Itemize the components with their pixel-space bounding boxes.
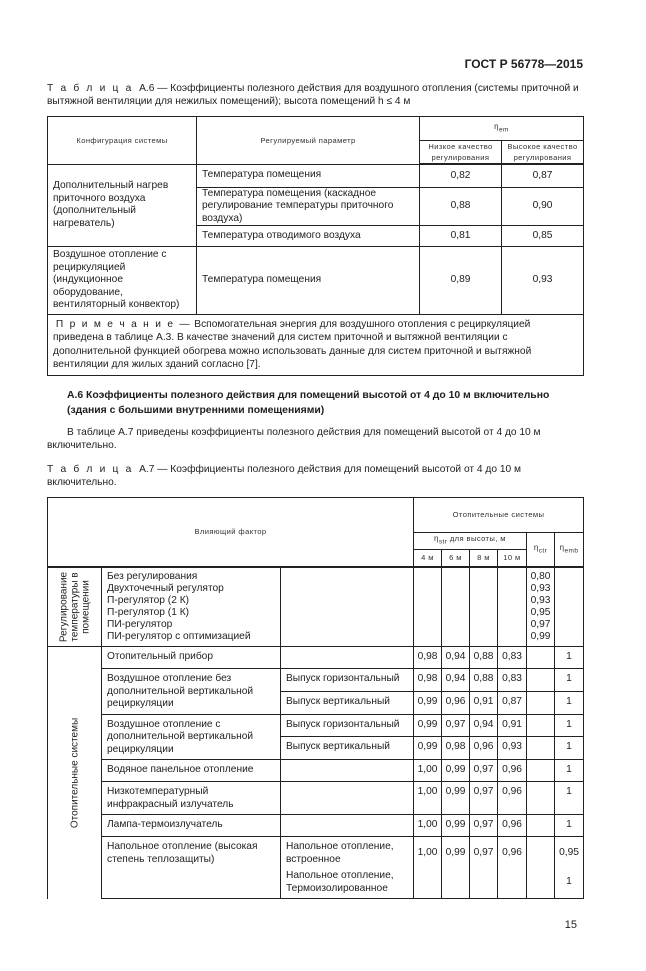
value-10m: 0,96 [498,760,527,782]
value-emb: 1 [555,760,584,782]
system-sub [281,760,414,782]
document-id: ГОСТ Р 56778—2015 [464,57,583,71]
value-emb: 1 [555,691,584,714]
value-6m: 0,99 [442,782,470,815]
table-row [48,669,584,692]
system-name: Воздушное отопление без дополнительной вертикальной рециркуляции [102,669,281,715]
floor-sub-embedded: Напольное отопление, встроенное [286,841,394,865]
param-cell: Температура помещения [197,247,420,315]
value-8m: 0,97 [470,815,498,837]
table-row [48,647,584,669]
high-value: 0,93 [502,247,584,315]
value-emb: 1 [555,647,584,669]
table-row [48,714,584,737]
value-10m: 0,91 [498,714,527,737]
header-eta-emb: $\eta_{emb}$ [555,532,584,567]
value-10m: 0,93 [498,737,527,760]
system-sub: Выпуск горизонтальный [281,669,414,692]
caption-text: А.6 — Коэффициенты полезного действия для воздушного отопления (системы приточной и вытяжной вентиляции для нежилых помещений); высота помещений h ≤ 4 м [47,83,579,107]
caption-label: Т а б л и ц а [47,463,134,475]
value-8m: 0,96 [470,737,498,760]
value-6m: 0,99 [442,815,470,837]
value-6m: 0,99 [442,837,470,899]
value-4m: 0,98 [414,669,442,692]
system-sub: Выпуск горизонтальный [281,714,414,737]
low-value: 0,88 [420,187,502,226]
value-4m: 1,00 [414,760,442,782]
system-sub [281,837,414,899]
param-cell: Температура помещения (каскадное регулирование температуры приточного воздуха) [197,187,420,226]
header-factor: Влияющий фактор [48,497,414,567]
table-row [48,837,584,899]
section-heading: А.6 Коэффициенты полезного действия для помещений высотой от 4 до 10 м включительно (здания с большими внутренними помещениями) [67,389,550,416]
group-regulation: Регулирование температуры в помещении [48,567,102,647]
value-4m: 0,99 [414,737,442,760]
eta-ctr-values: 0,80 0,93 0,93 0,95 0,97 0,99 [527,567,555,647]
table-a6-caption [47,82,583,108]
system-name: Низкотемпературный инфракрасный излучатель [102,782,281,815]
value-10m: 0,96 [498,837,527,899]
value-6m: 0,96 [442,691,470,714]
floor-sub-insulated: Напольное отопление, Термоизолированное [286,870,394,894]
value-8m: 0,97 [470,837,498,899]
value-6m: 0,98 [442,737,470,760]
system-sub: Выпуск вертикальный [281,737,414,760]
group-heating-systems: Отопительные системы [48,647,102,899]
value-10m: 0,87 [498,691,527,714]
table-row [48,760,584,782]
value-emb: 1 [555,815,584,837]
system-name: Лампа-термоизлучатель [102,815,281,837]
header-height-10: 10 м [498,549,527,567]
value-10m: 0,83 [498,669,527,692]
table-row [48,815,584,837]
header-height-6: 6 м [442,549,470,567]
system-name: Водяное панельное отопление [102,760,281,782]
header-low-quality: Низкое качество регулирования [420,141,502,165]
value-6m: 0,99 [442,760,470,782]
system-name: Воздушное отопление с дополнительной вертикальной рециркуляции [102,714,281,760]
regulation-row [48,567,584,647]
value-6m: 0,97 [442,714,470,737]
high-value: 0,87 [502,164,584,187]
value-emb: 0,95 1 [555,837,584,899]
value-4m: 0,99 [414,691,442,714]
system-sub [281,782,414,815]
regulation-list: Без регулирования Двухточечный регулятор П-регулятор (2 К) П-регулятор (1 К) ПИ-регулятор ПИ-регулятор с оптимизацией [102,567,281,647]
param-cell: Температура отводимого воздуха [197,226,420,247]
table-note: П р и м е ч а н и е — Вспомогательная энергия для воздушного отопления с рециркуляцией приведена в таблице А.3. В качестве значений для систем приточной и вытяжной вентиляции с дополнительной функцией обогрева можно использовать данные для систем приточной и вытяжной вентиляции для жилых зданий согласно [7]. [48,314,584,375]
system-sub [281,647,414,669]
value-10m: 0,96 [498,782,527,815]
value-emb: 1 [555,782,584,815]
value-8m: 0,88 [470,669,498,692]
section-paragraph: В таблице А.7 приведены коэффициенты полезного действия для помещений высотой от 4 до 10 м включительно. [47,426,541,451]
value-4m: 0,98 [414,647,442,669]
header-eta-ctr: $\eta_{ctr}$ [527,532,555,567]
value-emb: 1 [555,737,584,760]
low-value: 0,82 [420,164,502,187]
low-value: 0,89 [420,247,502,315]
caption-text: А.7 — Коэффициенты полезного действия для помещений высотой от 4 до 10 м включительно. [47,463,521,488]
system-sub: Выпуск вертикальный [281,691,414,714]
header-height-4: 4 м [414,549,442,567]
caption-label: Т а б л и ц а [47,83,134,94]
table-a7 [47,497,584,900]
table-row [48,782,584,815]
header-high-quality: Высокое качество регулирования [502,141,584,165]
value-emb: 1 [555,669,584,692]
high-value: 0,85 [502,226,584,247]
value-10m: 0,96 [498,815,527,837]
value-4m: 0,99 [414,714,442,737]
header-systems: Отопительные системы [414,497,584,532]
value-8m: 0,91 [470,691,498,714]
value-emb: 1 [555,714,584,737]
value-8m: 0,97 [470,782,498,815]
page-number: 15 [564,919,577,931]
value-6m: 0,94 [442,647,470,669]
param-cell: Температура помещения [197,164,420,187]
system-sub [281,815,414,837]
value-6m: 0,94 [442,669,470,692]
value-8m: 0,94 [470,714,498,737]
header-param: Регулируемый параметр [197,117,420,165]
value-8m: 0,88 [470,647,498,669]
value-8m: 0,97 [470,760,498,782]
table-row [48,164,584,187]
table-row [48,247,584,315]
table-a7-caption [47,463,583,489]
config-cell: Дополнительный нагрев приточного воздуха (дополнительный нагреватель) [48,164,197,247]
system-name: Отопительный прибор [102,647,281,669]
header-eta-em: $\eta_{em}$ [420,117,584,141]
system-name: Напольное отопление (высокая степень теплозащиты) [102,837,281,899]
config-cell: Воздушное отопление с рециркуляцией (индукционное оборудование, вентиляторный конвектор) [48,247,197,315]
header-height-8: 8 м [470,549,498,567]
low-value: 0,81 [420,226,502,247]
high-value: 0,90 [502,187,584,226]
value-10m: 0,83 [498,647,527,669]
header-eta-str: $\eta_{str}$ для высоты, м [414,532,527,549]
value-4m: 1,00 [414,815,442,837]
table-a6 [47,116,584,376]
value-4m: 1,00 [414,782,442,815]
value-4m: 1,00 [414,837,442,899]
header-config: Конфигурация системы [48,117,197,165]
